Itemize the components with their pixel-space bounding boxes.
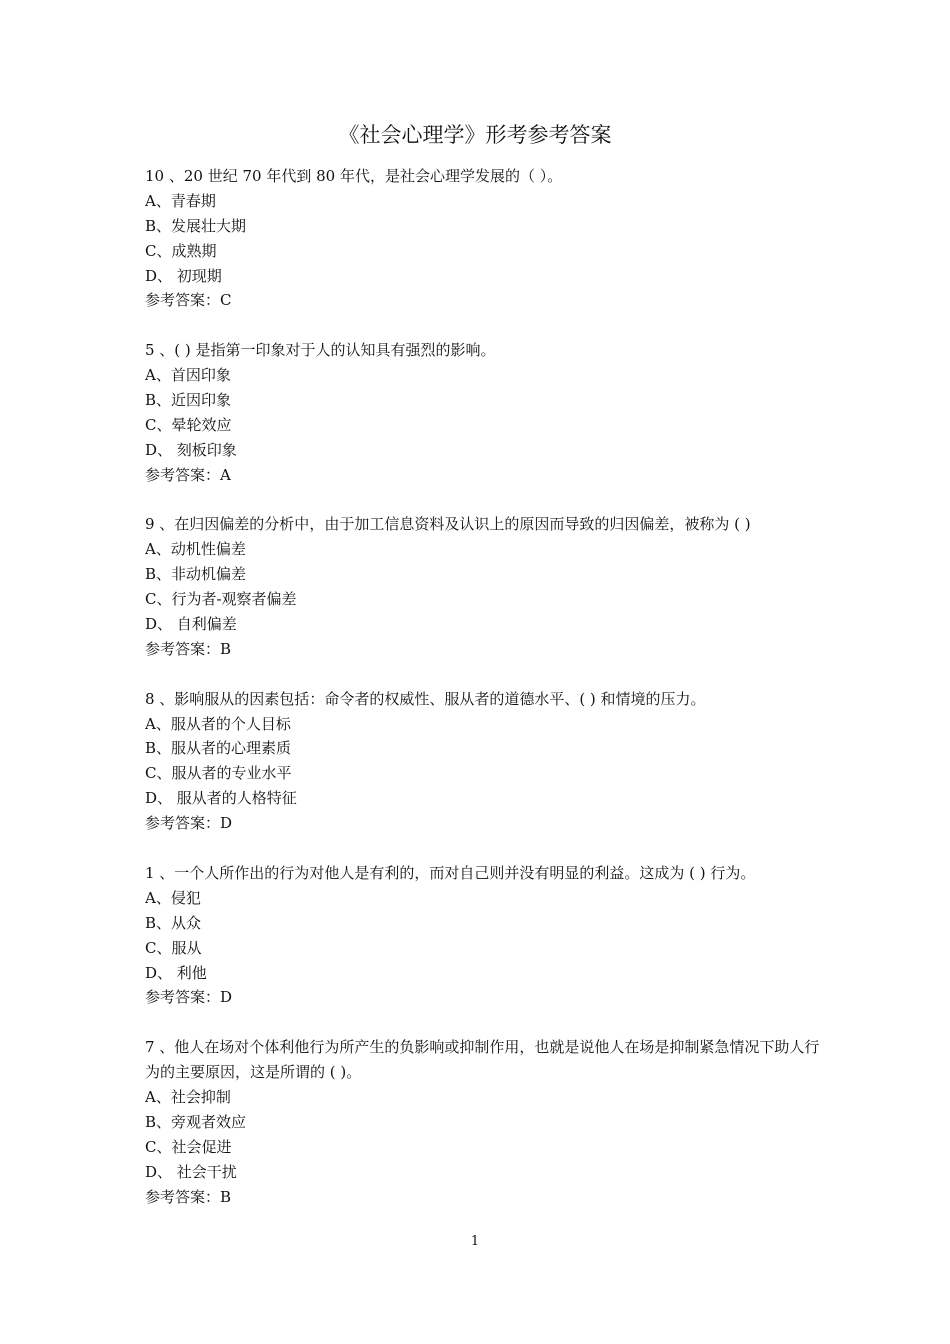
option-c: C、服从 xyxy=(145,938,202,957)
option-a: A、服从者的个人目标 xyxy=(145,714,291,733)
option-d: D、 利他 xyxy=(145,963,207,982)
question-list xyxy=(145,164,825,1234)
question-block xyxy=(145,164,825,313)
answer-text: 参考答案：D xyxy=(145,988,233,1007)
option-d: D、 自利偏差 xyxy=(145,615,237,634)
answer-text: 参考答案：D xyxy=(145,814,233,833)
question-text: 5 、( ) 是指第一印象对于人的认知具有强烈的影响。 xyxy=(145,341,496,360)
option-c: C、晕轮效应 xyxy=(145,415,232,434)
option-b: B、服从者的心理素质 xyxy=(145,739,292,758)
question-text: 8 、影响服从的因素包括：命令者的权威性、服从者的道德水平、( ) 和情境的压力。 xyxy=(145,689,706,708)
option-c: C、成熟期 xyxy=(145,241,217,260)
option-a: A、侵犯 xyxy=(145,888,201,907)
option-b: B、旁观者效应 xyxy=(145,1112,247,1131)
question-block xyxy=(145,338,825,487)
question-block xyxy=(145,512,825,661)
answer-text: 参考答案：B xyxy=(145,1187,232,1206)
option-b: B、非动机偏差 xyxy=(145,565,247,584)
option-c: C、行为者-观察者偏差 xyxy=(145,590,297,609)
option-c: C、服从者的专业水平 xyxy=(145,764,292,783)
option-c: C、社会促进 xyxy=(145,1137,232,1156)
option-b: B、近因印象 xyxy=(145,391,232,410)
answer-text: 参考答案：C xyxy=(145,291,232,310)
option-a: A、动机性偏差 xyxy=(145,540,246,559)
page-number: 1 xyxy=(470,1234,480,1249)
document-title: 《社会心理学》形考参考答案 xyxy=(338,123,612,147)
option-b: B、发展壮大期 xyxy=(145,216,247,235)
option-a: A、首因印象 xyxy=(145,366,231,385)
question-text: 9 、在归因偏差的分析中，由于加工信息资料及认识上的原因而导致的归因偏差，被称为 ( ) xyxy=(145,515,751,534)
option-d: D、 服从者的人格特征 xyxy=(145,789,297,808)
option-d: D、 刻板印象 xyxy=(145,440,237,459)
question-block xyxy=(145,687,825,836)
option-d: D、 社会干扰 xyxy=(145,1162,237,1181)
answer-text: 参考答案：B xyxy=(145,639,232,658)
question-text: 1 、一个人所作出的行为对他人是有利的，而对自己则并没有明显的利益。这成为 ( ) 行为。 xyxy=(145,863,756,882)
answer-text: 参考答案：A xyxy=(145,465,231,484)
question-block xyxy=(145,861,825,1010)
option-a: A、社会抑制 xyxy=(145,1087,231,1106)
question-text: 10 、20 世纪 70 年代到 80 年代，是社会心理学发展的（ ）。 xyxy=(145,167,563,185)
option-b: B、从众 xyxy=(145,913,202,932)
question-text: 7 、他人在场对个体利他行为所产生的负影响或抑制作用，也就是说他人在场是抑制紧急情况下助人行为的主要原因，这是所谓的 ( )。 xyxy=(145,1038,820,1082)
option-d: D、 初现期 xyxy=(145,266,222,285)
option-a: A、青春期 xyxy=(145,191,216,210)
question-block xyxy=(145,1035,825,1209)
